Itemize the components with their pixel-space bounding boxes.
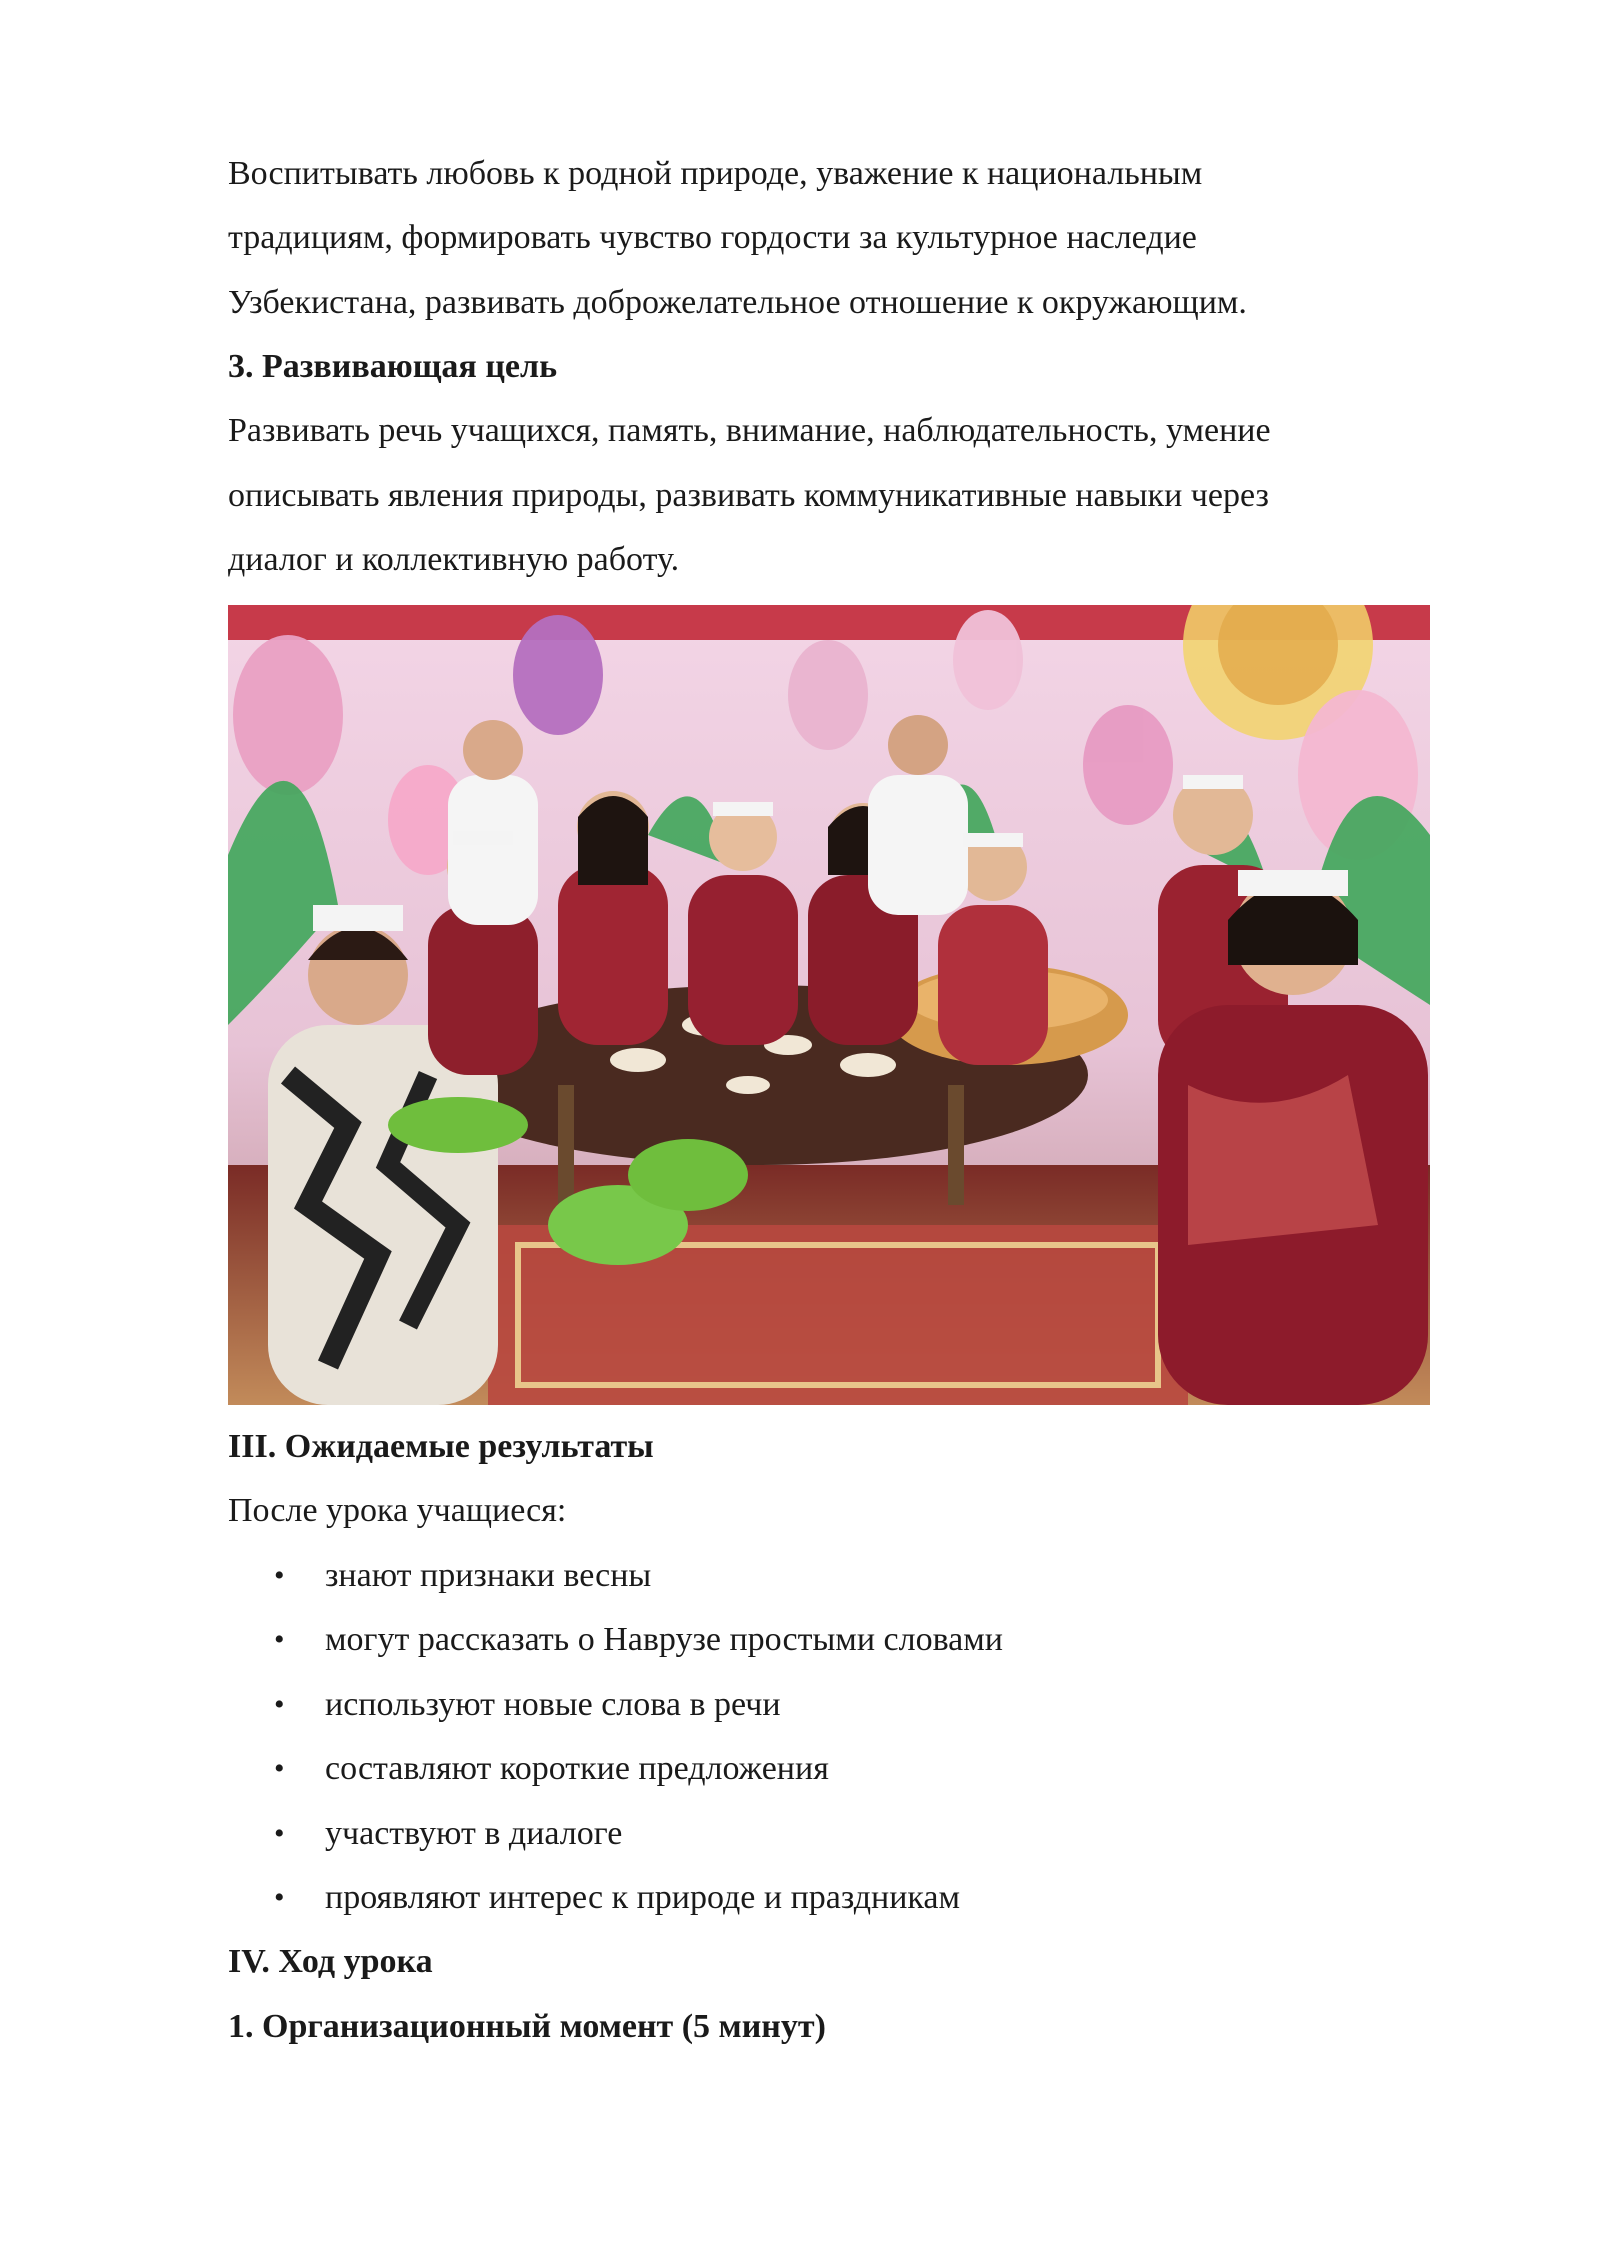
bullet-glyph: • [274, 1817, 285, 1850]
bullet-glyph: • [274, 1688, 285, 1721]
list-item-text: используют новые слова в речи [325, 1686, 781, 1723]
bullet-glyph: • [274, 1559, 285, 1592]
paragraph-line: диалог и коллективную работу. [228, 541, 680, 578]
navruz-celebration-photo [228, 605, 1430, 1405]
list-item-text: знают признаки весны [325, 1557, 652, 1594]
subsection-heading: 1. Организационный момент (5 минут) [228, 2008, 826, 2045]
list-item-text: проявляют интерес к природе и праздникам [325, 1879, 960, 1916]
section-heading: 3. Развивающая цель [228, 348, 558, 385]
paragraph-line: Воспитывать любовь к родной природе, уважение к национальным [228, 155, 1203, 192]
section-heading: IV. Ход урока [228, 1943, 433, 1980]
paragraph-line: Развивать речь учащихся, память, внимание, наблюдательность, умение [228, 412, 1271, 449]
bullet-glyph: • [274, 1752, 285, 1785]
paragraph-line: После урока учащиеся: [228, 1492, 567, 1529]
list-item-text: составляют короткие предложения [325, 1750, 829, 1787]
bullet-glyph: • [274, 1881, 285, 1914]
list-item-text: участвуют в диалоге [325, 1815, 623, 1852]
bullet-glyph: • [274, 1623, 285, 1656]
paragraph-line: традициям, формировать чувство гордости за культурное наследие [228, 219, 1197, 256]
paragraph-line: описывать явления природы, развивать коммуникативные навыки через [228, 477, 1269, 514]
paragraph-line: Узбекистана, развивать доброжелательное отношение к окружающим. [228, 284, 1247, 321]
section-heading: III. Ожидаемые результаты [228, 1428, 654, 1465]
list-item-text: могут рассказать о Наврузе простыми словами [325, 1621, 1003, 1658]
